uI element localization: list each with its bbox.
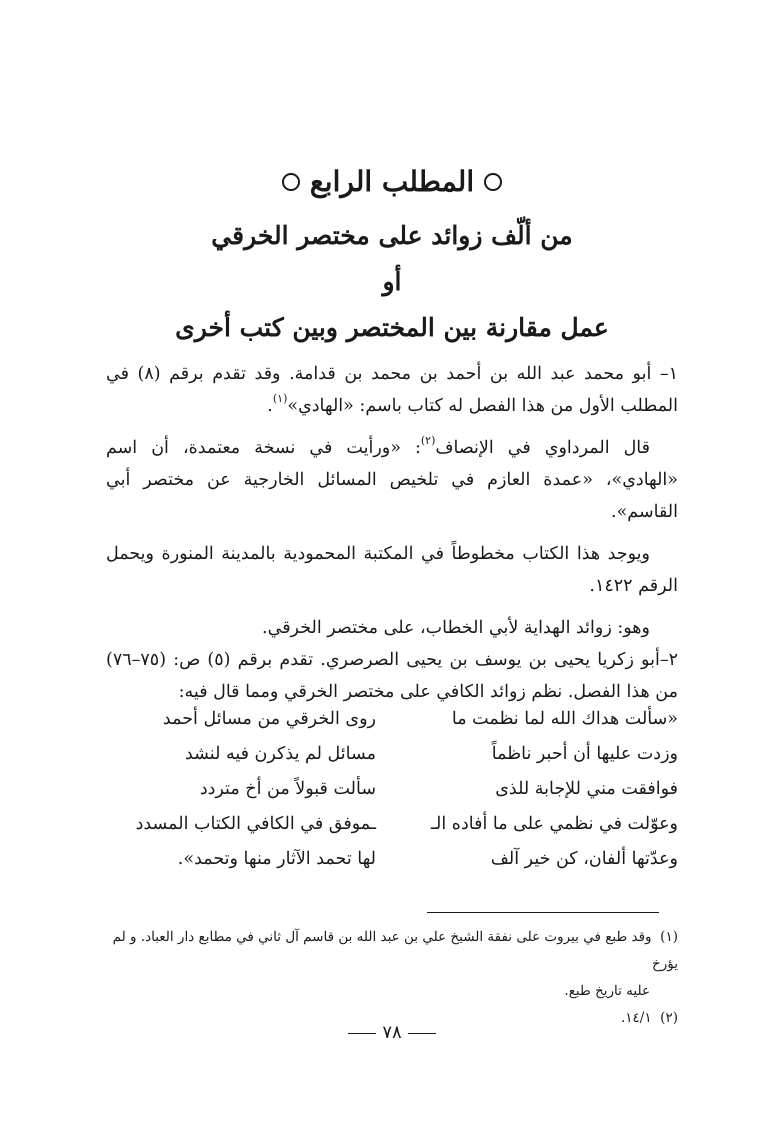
verse-second-hemistich: سألت قبولاً من أخ متردد xyxy=(199,779,376,799)
verse-first-hemistich: فوافقت مني للإجابة للذى xyxy=(495,779,678,799)
paragraph-1-text: ١– أبو محمد عبد الله بن أحمد بن محمد بن قدامة. وقد تقدم برقم (٨) في المطلب الأول من هذا الفصل له كتاب باسم: «الهادي» xyxy=(106,364,679,416)
section-heading xyxy=(0,150,784,352)
heading-title-line xyxy=(0,150,784,214)
verse-first-hemistich: وعوّلت في نظمي على ما أفاده الـ xyxy=(430,814,678,834)
footnotes xyxy=(106,924,678,1032)
poem xyxy=(106,702,678,877)
dash-ornament xyxy=(408,1033,436,1034)
footnote-divider xyxy=(427,912,659,913)
heading-title: المطلب الرابع xyxy=(309,165,475,198)
circle-ornament-icon xyxy=(484,173,502,191)
verse-second-hemistich: مسائل لم يذكرن فيه لنشد xyxy=(184,744,376,764)
verse-second-hemistich: روى الخرقي من مسائل أحمد xyxy=(162,709,376,729)
footnote-1-continuation: عليه تاريخ طبع. xyxy=(564,983,650,999)
paragraph-2 xyxy=(106,432,678,528)
paragraph-3: ويوجد هذا الكتاب مخطوطاً في المكتبة المحمودية بالمدينة المنورة ويحمل الرقم ١٤٢٢. xyxy=(106,544,678,596)
verse-second-hemistich: لها تحمد الآثار منها وتحمد». xyxy=(177,849,376,869)
circle-ornament-icon xyxy=(282,173,300,191)
footnote-ref-2: (٢) xyxy=(420,434,436,448)
paragraph-2-text-b: : «ورأيت في نسخة معتمدة، أن اسم «الهادي»، «عمدة العازم في تلخيص المسائل الخارجية عن مختصر أبي القاسم». xyxy=(106,438,678,522)
verse-row xyxy=(106,702,678,737)
heading-or: أو xyxy=(382,267,402,296)
footnote-1-text: وقد طبع في بيروت على نفقة الشيخ علي بن عبد الله بن قاسم آل ثاني في مطابع دار العباد. و لم يؤرخ xyxy=(112,929,678,972)
footnote-2-text: ١٤/١. xyxy=(620,1010,652,1026)
paragraph-5: ٢–أبو زكريا يحيى بن يوسف بن يحيى الصرصري. تقدم برقم (٥) ص: (٧٥–٧٦) من هذا الفصل. نظم زوائد الكافي على مختصر الخرقي ومما قال فيه: xyxy=(106,650,678,702)
paragraph-2-text-a: قال المرداوي في الإنصاف xyxy=(435,438,651,458)
verse-row xyxy=(106,737,678,772)
footnote-1 xyxy=(106,924,678,978)
heading-subtitle-2: عمل مقارنة بين المختصر وبين كتب أخرى xyxy=(175,313,609,342)
footnote-1-number: (١) xyxy=(660,929,678,945)
dash-ornament xyxy=(348,1033,376,1034)
page-number xyxy=(0,1018,784,1048)
paragraph-1 xyxy=(106,358,678,422)
paragraph-1-end: . xyxy=(267,396,273,416)
paragraph-4: وهو: زوائد الهداية لأبي الخطاب، على مختصر الخرقي. xyxy=(262,618,650,638)
verse-first-hemistich: وزدت عليها أن أحبر ناظماً xyxy=(491,744,678,764)
verse-row xyxy=(106,807,678,842)
verse-first-hemistich: «سألت هداك الله لما نظمت ما xyxy=(451,709,678,729)
footnote-ref-1: (١) xyxy=(272,392,288,406)
main-text xyxy=(106,358,678,708)
verse-second-hemistich: ـموفق في الكافي الكتاب المسدد xyxy=(135,814,376,834)
page-number-text: ٧٨ xyxy=(382,1022,402,1043)
verse-row xyxy=(106,842,678,877)
footnote-2-number: (٢) xyxy=(660,1010,678,1026)
heading-subtitle: من ألّف زوائد على مختصر الخرقي xyxy=(211,221,573,250)
verse-first-hemistich: وعدّتها ألفان، كن خير آلف xyxy=(490,849,678,869)
verse-row xyxy=(106,772,678,807)
